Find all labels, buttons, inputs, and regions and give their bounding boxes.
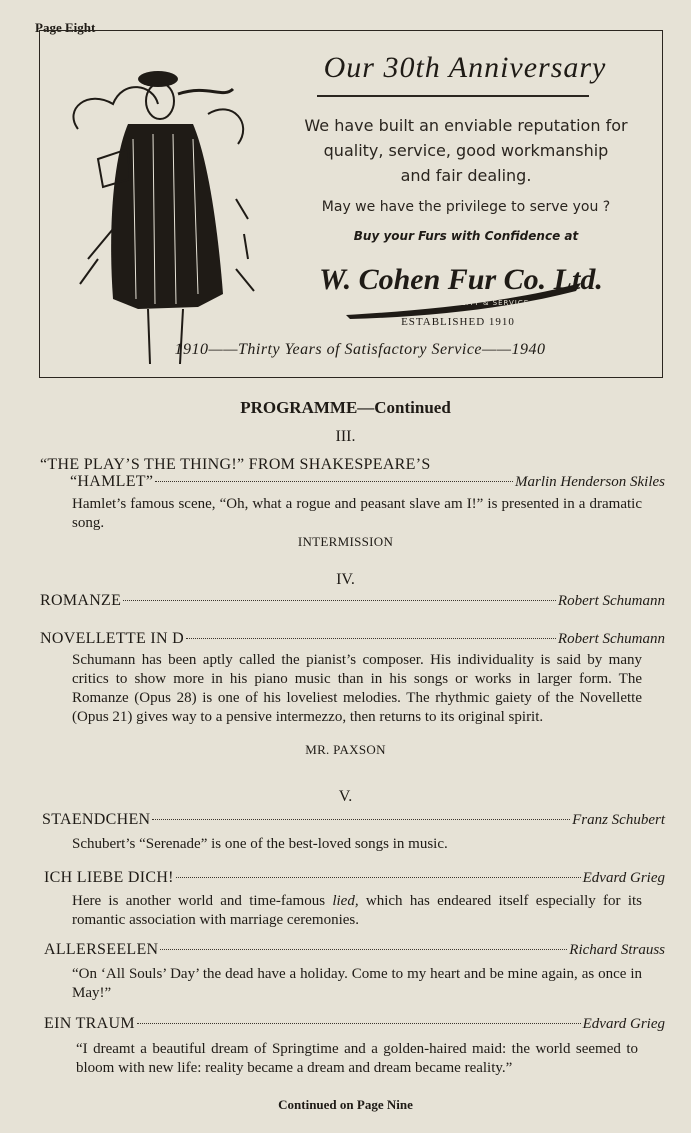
item-description: “I dreamt a beautiful dream of Springtime and a golden-haired maid: the world seemed to bloom with new life: reality became a dream and dream became reality.” [76, 1041, 638, 1076]
item-description: Schubert’s “Serenade” is one of the best-loved songs in music. [72, 836, 448, 852]
programme-entry [42, 811, 665, 829]
programme-entry [40, 630, 665, 648]
composer: Marlin Henderson Skiles [515, 474, 665, 490]
continued-note: Continued on Page Nine [278, 1097, 413, 1112]
logo-name: W. Cohen Fur Co. Ltd. [319, 263, 603, 296]
intermission-note: INTERMISSION [297, 534, 394, 549]
item-title: NOVELLETTE IN D [40, 630, 185, 647]
composer: Richard Strauss [569, 942, 665, 958]
established-label: ESTABLISHED 1910 [401, 316, 515, 328]
fur-coat-woman-illustration [58, 69, 268, 369]
dot-leader [152, 819, 570, 820]
logo-tagline: QUALITY & SERVICE [442, 299, 530, 307]
programme-entry [70, 473, 665, 491]
composer: Edvard Grieg [582, 870, 665, 886]
cohen-fur-logo [319, 253, 603, 325]
item-title: ICH LIEBE DICH! [44, 869, 174, 886]
item-description: Hamlet’s famous scene, “Oh, what a rogue and peasant slave am I!” is presented in a dramatic song. [72, 496, 642, 531]
item-description [72, 892, 642, 930]
item-title: ALLERSEELEN [44, 941, 159, 958]
dot-leader [160, 949, 567, 950]
item-title: “HAMLET” [70, 473, 154, 490]
dot-leader [176, 877, 581, 878]
programme-entry [44, 941, 665, 959]
composer: Franz Schubert [572, 812, 665, 828]
desc-emphasis: lied, [332, 893, 359, 909]
ad-body [266, 113, 666, 188]
item-title: STAENDCHEN [42, 811, 151, 828]
ad-ask: May we have the privilege to serve you ? [321, 199, 611, 215]
programme-heading: PROGRAMME—Continued [240, 398, 451, 417]
ad-title-rule [317, 95, 589, 97]
section-numeral: V. [338, 788, 353, 805]
ad-title: Our 30th Anniversary [323, 51, 607, 84]
dot-leader [155, 481, 513, 482]
programme-entry [44, 869, 665, 887]
composer: Robert Schumann [557, 631, 665, 647]
item-description: “On ‘All Souls’ Day’ the dead have a holiday. Come to my heart and be mine again, as once in May!” [72, 966, 642, 1001]
dot-leader [186, 638, 556, 639]
desc-text: Here is another world and time-famous [72, 893, 333, 909]
ad-body-line: We have built an enviable reputation for [304, 116, 628, 135]
page-label: Page Eight [35, 20, 96, 35]
programme-entry [40, 592, 665, 610]
item-title: EIN TRAUM [44, 1015, 135, 1032]
dot-leader [137, 1023, 581, 1024]
ad-buy-line: Buy your Furs with Confidence at [353, 229, 579, 243]
item-title: “THE PLAY’S THE THING!” FROM SHAKESPEARE’S [40, 456, 431, 473]
ad-body-line: and fair dealing. [400, 166, 532, 185]
item-title: ROMANZE [40, 592, 122, 609]
programme-entry [44, 1015, 665, 1033]
dot-leader [123, 600, 556, 601]
ad-body-line: quality, service, good workmanship [323, 141, 609, 160]
section-numeral: III. [335, 428, 356, 445]
ad-years-line: 1910——Thirty Years of Satisfactory Service——1940 [174, 341, 546, 358]
composer: Robert Schumann [557, 593, 665, 609]
section-numeral: IV. [336, 571, 355, 588]
advertisement-box [39, 30, 663, 378]
performer-note: MR. PAXSON [305, 742, 386, 757]
item-description: Schumann has been aptly called the pianist’s composer. His individuality is said by many critics to show more in his piano music than in his songs or works in larger form. The Romanze (Opus 28) is one of his loveliest melodies. The rhythmic gaiety of the Novellette (Opus 21) gives way to a pensive intermezzo, then returns to its original spirit. [72, 652, 642, 725]
composer: Edvard Grieg [582, 1016, 665, 1032]
desc-text: which has endeared itself especially for its romantic association with marriage ceremonies. [72, 893, 643, 928]
